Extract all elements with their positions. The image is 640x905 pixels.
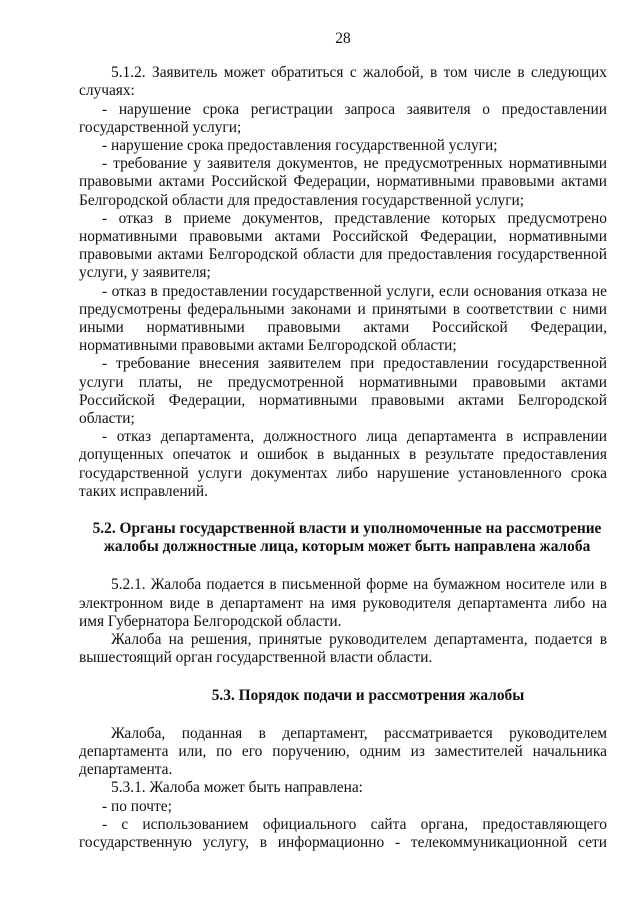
list-item: - требование внесения заявителем при предоставлении государственной услуги платы, не предусмотренной нормативными правовыми актами Российской Федерации, нормативными правовыми актами Белгородской области;	[79, 355, 607, 428]
list-item: - нарушение срока предоставления государственной услуги;	[102, 137, 498, 155]
list-item: - требование у заявителя документов, не предусмотренных нормативными правовыми актами Российской Федерации, нормативными правовыми актами Белгородской области для предоставления государственной услуги;	[79, 155, 607, 209]
list-item: - отказ департамента, должностного лица департамента в исправлении допущенных опечаток и ошибок в выданных в результате предоставления государственной услуги документах либо нарушение установленного срока таких исправлений.	[79, 428, 607, 500]
paragraph-5-2-1: 5.2.1. Жалоба подается в письменной форме на бумажном носителе или в электронном виде в департамент на имя руководителя департамента либо на имя Губернатора Белгородской области.	[79, 576, 607, 630]
paragraph-5-1-2: 5.1.2. Заявитель может обратиться с жалобой, в том числе в следующих случаях:	[79, 64, 607, 100]
list-item: - по почте;	[102, 797, 172, 815]
paragraph: Жалоба на решения, принятые руководителем департамента, подается в вышестоящий орган государственной власти области.	[79, 631, 607, 667]
list-item: - отказ в предоставлении государственной услуги, если основания отказа не предусмотрены федеральными законами и принятыми в соответствии с ними иными нормативными правовыми актами Российской Федерации, нормативными правовыми актами Белгородской области;	[79, 282, 607, 355]
page-number: 28	[335, 30, 351, 47]
list-item: - с использованием официального сайта органа, предоставляющего государственную услугу, в информационно - телекоммуникационной сети	[79, 815, 607, 851]
list-item: - отказ в приеме документов, представление которых предусмотрено нормативными правовыми актами Российской Федерации, нормативными правовыми актами Белгородской области для предоставления государственной услуги, у заявителя;	[79, 209, 607, 282]
list-item: - нарушение срока регистрации запроса заявителя о предоставлении государственной услуги;	[79, 100, 607, 136]
section-heading-5-3: 5.3. Порядок подачи и рассмотрения жалобы	[211, 686, 525, 704]
paragraph-5-3-1: 5.3.1. Жалоба может быть направлена:	[111, 779, 363, 797]
section-heading-5-2: 5.2. Органы государственной власти и уполномоченные на рассмотрение жалобы должностные лица, которым может быть направлена жалоба	[92, 520, 602, 556]
document-page	[79, 30, 607, 852]
paragraph: Жалоба, поданная в департамент, рассматривается руководителем департамента или, по его поручению, одним из заместителей начальника департамента.	[79, 724, 607, 779]
